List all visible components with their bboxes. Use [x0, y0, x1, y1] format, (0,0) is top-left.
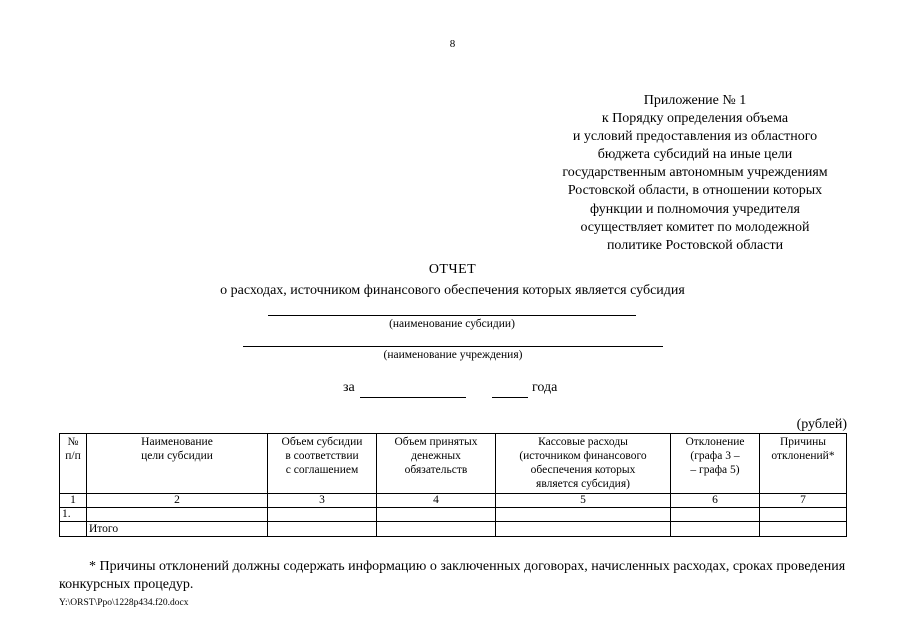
- total-row: [60, 522, 847, 537]
- column-header-purpose: [87, 434, 268, 494]
- table-cell: 1.: [60, 508, 87, 522]
- report-title: ОТЧЕТ: [428, 262, 477, 277]
- table-cell: [496, 522, 671, 537]
- total-label: Итого: [87, 522, 268, 537]
- appendix-line: государственным автономным учреждениям: [562, 165, 828, 181]
- table-cell: [760, 508, 847, 522]
- year-blank-line: [492, 397, 528, 398]
- column-number: 1: [60, 494, 87, 508]
- table-cell: [671, 522, 760, 537]
- header-line: в соответствии: [285, 450, 359, 462]
- header-line: отклонений*: [771, 450, 835, 462]
- institution-name-caption: (наименование учреждения): [383, 349, 523, 361]
- column-header-number: [60, 434, 87, 494]
- header-line: Кассовые расходы: [538, 436, 628, 448]
- header-line: (источником финансового: [519, 450, 647, 462]
- table-cell: [268, 508, 377, 522]
- column-number: 5: [496, 494, 671, 508]
- subsidy-name-line: [268, 315, 636, 316]
- appendix-line: Ростовской области, в отношении которых: [567, 183, 823, 199]
- header-line: Причины: [779, 436, 827, 448]
- header-line: Объем субсидии: [281, 436, 363, 448]
- header-line: цели субсидии: [141, 450, 213, 462]
- column-header-subsidy-amount: [268, 434, 377, 494]
- header-line: №: [67, 436, 79, 448]
- subsidy-name-caption: (наименование субсидии): [389, 318, 515, 330]
- appendix-heading: [540, 92, 850, 255]
- period-blank-line: [360, 397, 466, 398]
- column-header-reasons: [760, 434, 847, 494]
- column-number-row: [60, 494, 847, 508]
- header-line: Объем принятых: [394, 436, 478, 448]
- appendix-line: к Порядку определения объема: [601, 111, 789, 127]
- table-cell: [60, 522, 87, 537]
- header-line: денежных: [411, 450, 461, 462]
- header-line: обязательств: [404, 464, 468, 476]
- file-path: Y:\ORST\Ppo\1228p434.f20.docx: [59, 598, 189, 608]
- column-header-deviation: [671, 434, 760, 494]
- table-cell: [377, 508, 496, 522]
- expense-report-table: [59, 433, 847, 537]
- column-number: 3: [268, 494, 377, 508]
- column-header-cash-expenses: [496, 434, 671, 494]
- header-line: п/п: [65, 450, 81, 462]
- header-line: с соглашением: [285, 464, 359, 476]
- table-cell: [268, 522, 377, 537]
- column-number: 2: [87, 494, 268, 508]
- column-number: 6: [671, 494, 760, 508]
- table-row: [60, 508, 847, 522]
- appendix-line: Приложение № 1: [643, 93, 747, 108]
- header-line: обеспечения которых: [530, 464, 636, 476]
- table-cell: [671, 508, 760, 522]
- column-number: 4: [377, 494, 496, 508]
- period-suffix: года: [532, 380, 558, 395]
- table-cell: [760, 522, 847, 537]
- institution-name-line: [243, 346, 663, 347]
- column-header-obligations: [377, 434, 496, 494]
- header-line: – графа 5): [690, 464, 740, 476]
- period-prefix: за: [343, 380, 355, 395]
- header-line: является субсидия): [536, 478, 630, 490]
- appendix-line: функции и полномочия учредителя: [590, 201, 800, 217]
- header-line: (графа 3 –: [690, 450, 740, 462]
- page-number: 8: [449, 38, 456, 50]
- appendix-line: бюджета субсидий на иные цели: [597, 147, 793, 163]
- appendix-line: осуществляет комитет по молодежной: [580, 219, 810, 235]
- appendix-line: и условий предоставления из областного: [572, 129, 818, 145]
- report-subtitle: о расходах, источником финансового обеспечения которых является субсидия: [220, 283, 685, 298]
- column-number: 7: [760, 494, 847, 508]
- table-cell: [87, 508, 268, 522]
- units-label: (рублей): [796, 417, 847, 432]
- header-line: Наименование: [141, 436, 213, 448]
- table-cell: [496, 508, 671, 522]
- table-header-row: [60, 434, 847, 494]
- footnote: * Причины отклонений должны содержать информацию о заключенных договорах, начисленных расходах, сроках проведения конкурсных процедур.: [59, 559, 846, 592]
- appendix-line: политике Ростовской области: [606, 237, 784, 253]
- table-cell: [377, 522, 496, 537]
- header-line: Отклонение: [685, 436, 745, 448]
